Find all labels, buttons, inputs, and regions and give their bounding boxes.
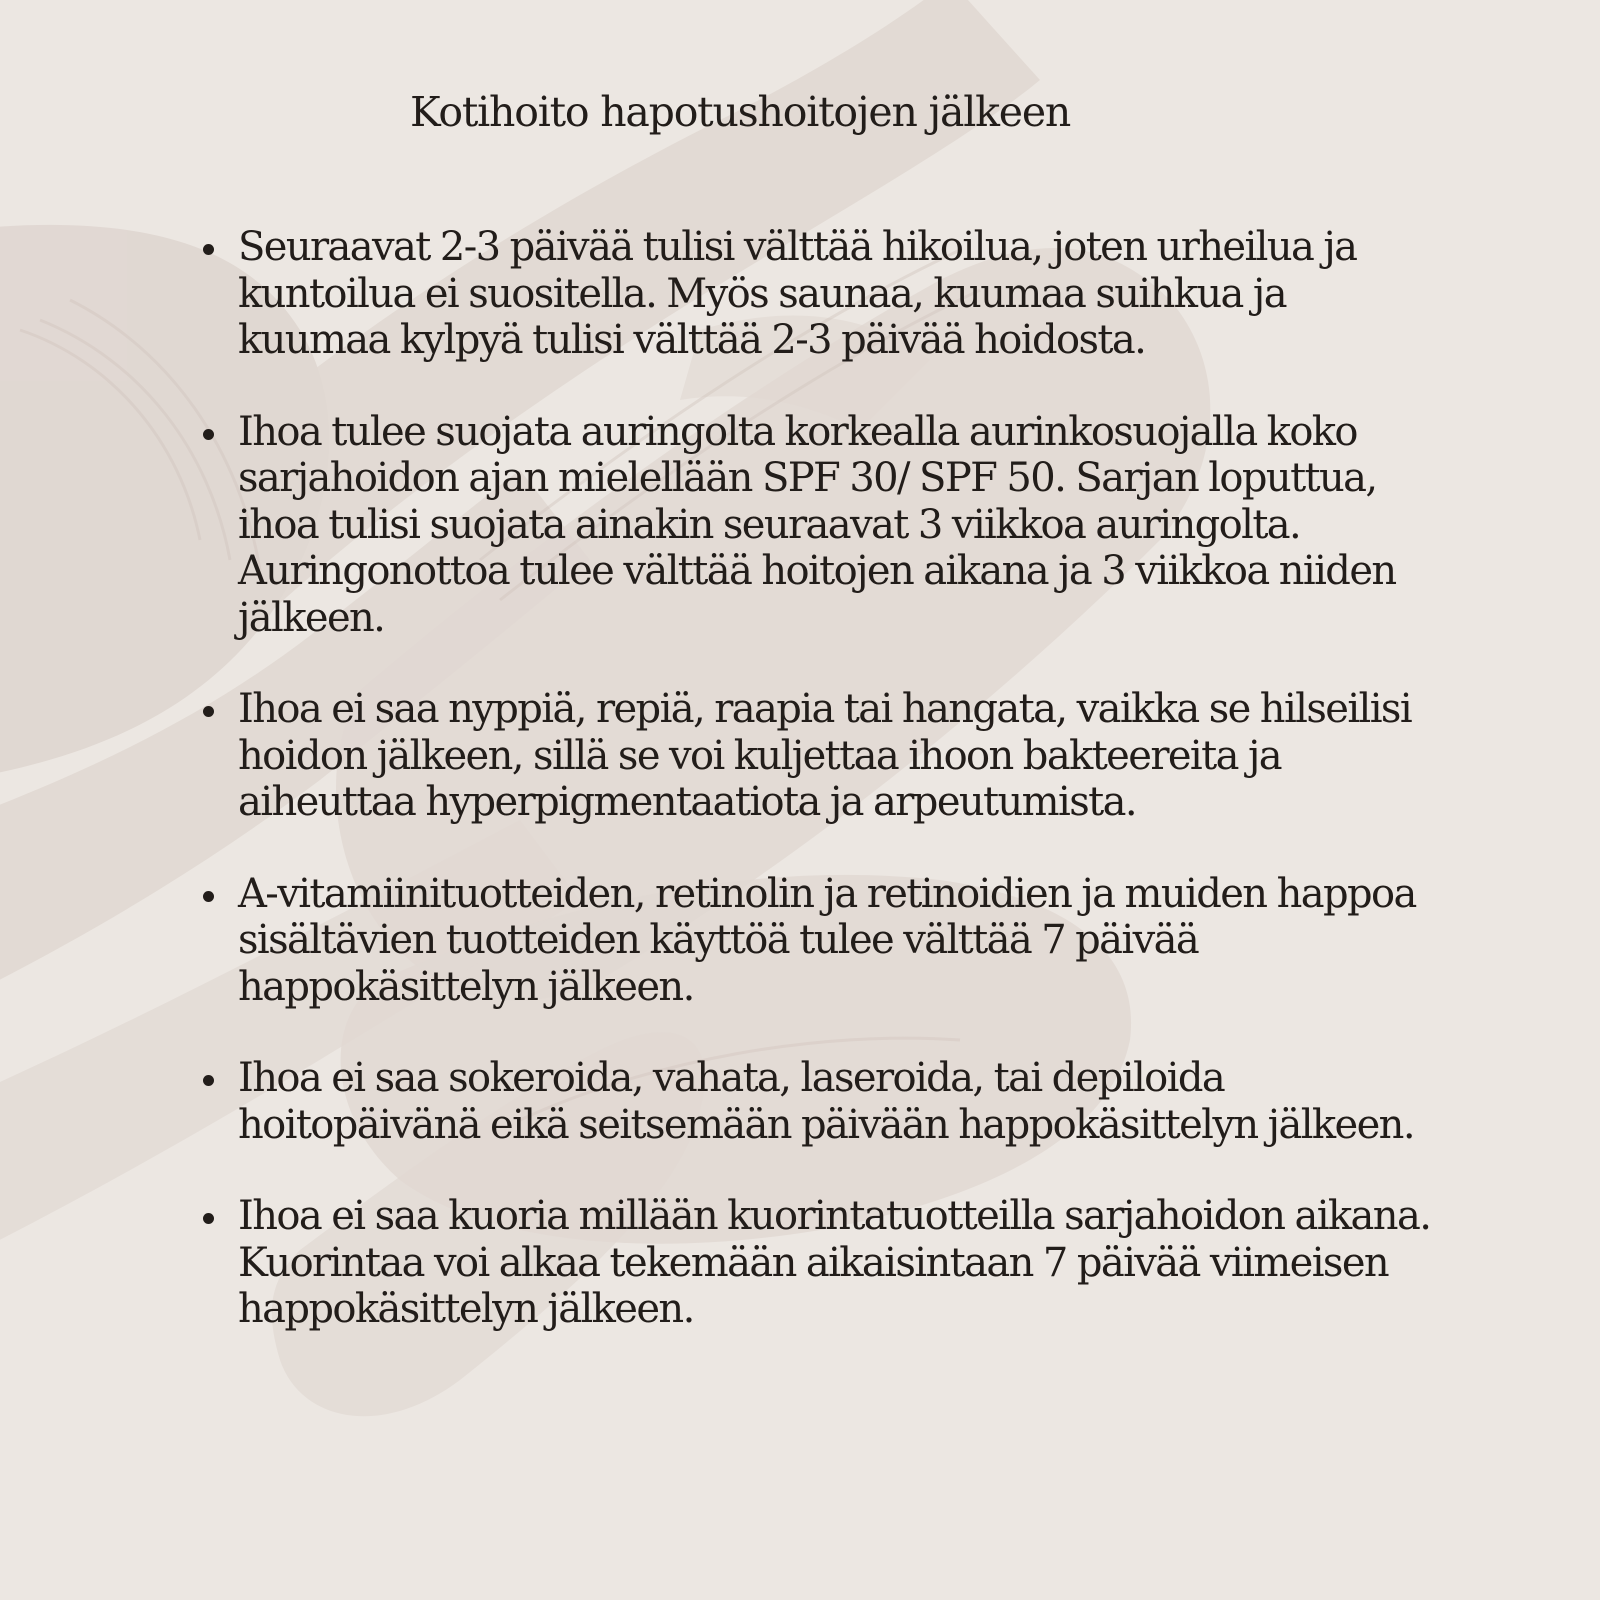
bullet-icon (203, 1075, 214, 1086)
list-item (196, 409, 1446, 642)
page-title: Kotihoito hapotushoitojen jälkeen (410, 88, 1071, 136)
aftercare-instructions-list (196, 224, 1446, 1378)
bullet-icon (203, 429, 214, 440)
list-item (196, 1055, 1446, 1148)
bullet-icon (203, 706, 214, 717)
list-item (196, 686, 1446, 826)
instruction-text: Ihoa ei saa nyppiä, repiä, raapia tai hangata, vaikka se hilseilisi hoidon jälkeen, sillä se voi kuljettaa ihoon bakteereita ja aiheuttaa hyperpigmentaatiota ja arpeutumista. (238, 686, 1412, 825)
instruction-text: Ihoa ei saa sokeroida, vahata, laseroida, tai depiloida hoitopäivänä eikä seitsemään päivään happokäsittelyn jälkeen. (238, 1055, 1414, 1148)
list-item (196, 224, 1446, 364)
bullet-icon (203, 1213, 214, 1224)
instruction-text: A-vitamiinituotteiden, retinolin ja retinoidien ja muiden happoa sisältävien tuotteiden käyttöä tulee välttää 7 päivää happokäsittelyn jälkeen. (238, 870, 1416, 1010)
instruction-text: Ihoa ei saa kuoria millään kuorintatuotteilla sarjahoidon aikana. Kuorintaa voi alkaa tekemään aikaisintaan 7 päivää viimeisen happokäsittelyn jälkeen. (238, 1193, 1431, 1332)
bullet-icon (203, 244, 214, 255)
list-item (196, 1193, 1446, 1333)
instruction-text: Ihoa tulee suojata auringolta korkealla aurinkosuojalla koko sarjahoidon ajan mielellään SPF 30/ SPF 50. Sarjan loputtua, ihoa tulisi suojata ainakin seuraavat 3 viikkoa auringolta. Auringonottoa tulee välttää hoitojen aikana ja 3 viikkoa niiden jälkeen. (238, 408, 1396, 641)
instruction-text: Seuraavat 2-3 päivää tulisi välttää hikoilua, joten urheilua ja kuntoilua ei suositella. Myös saunaa, kuumaa suihkua ja kuumaa kylpyä tulisi välttää 2-3 päivää hoidosta. (238, 224, 1357, 363)
bullet-icon (203, 891, 214, 902)
list-item (196, 871, 1446, 1011)
